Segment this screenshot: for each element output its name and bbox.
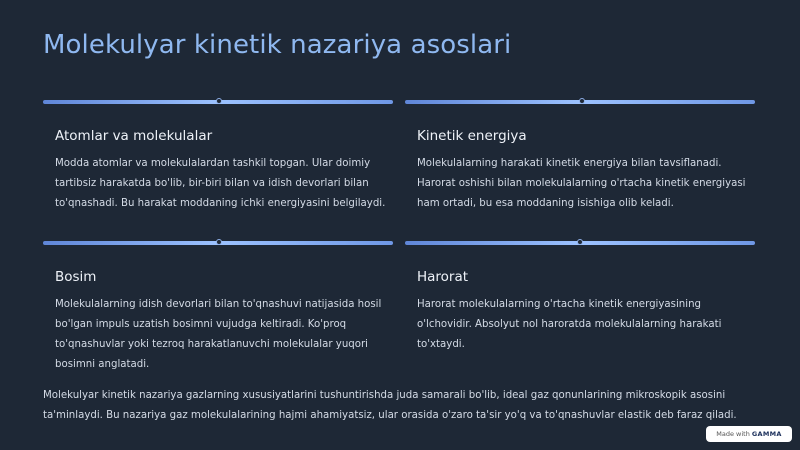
slide-title: Molekulyar kinetik nazariya asoslari	[43, 30, 512, 60]
card-text: Molekulalarning harakati kinetik energiya bilan tavsiflanadi. Harorat oshishi bilan molekulalarning o'rtacha kinetik energiyasi ham ortadi, bu esa moddaning isishiga olib keladi.	[417, 158, 746, 209]
card-text: Molekulalarning idish devorlari bilan to'qnashuvi natijasida hosil bo'lgan impuls uzatish bosimni vujudga keltiradi. Ko'proq to'qnashuvlar yoki tezroq harakatlanuvchi molekulalar yuqori bosimni anglatadi.	[55, 299, 382, 370]
card-heading: Harorat	[417, 269, 469, 285]
bar-notch-icon	[577, 239, 583, 245]
badge-prefix: Made with	[716, 430, 750, 438]
bar-notch-icon	[579, 98, 585, 104]
card-text: Modda atomlar va molekulalardan tashkil topgan. Ular doimiy tartibsiz harakatda bo'lib, bir-biri bilan va idish devorlari bilan to'qnashadi. Bu harakat moddaning ichki energiyasini belgilaydi.	[55, 158, 386, 209]
badge-brand-logo: GAMMA	[751, 430, 782, 438]
card-heading: Atomlar va molekulalar	[55, 128, 213, 144]
card-heading: Bosim	[55, 269, 97, 285]
summary-paragraph: Molekulyar kinetik nazariya gazlarning xususiyatlarini tushuntirishda juda samarali bo'lib, ideal gaz qonunlarining mikroskopik asosini ta'minlaydi. Bu nazariya gaz molekulalarining hajmi ahamiyatsiz, ular orasida o'zaro ta'sir yo'q va to'qnashuvlar elastik deb faraz qiladi.	[43, 390, 737, 421]
bar-notch-icon	[216, 98, 222, 104]
card-heading: Kinetik energiya	[417, 128, 527, 144]
bar-notch-icon	[216, 239, 222, 245]
made-with-gamma-badge[interactable]	[706, 426, 792, 442]
card-text: Harorat molekulalarning o'rtacha kinetik energiyasining o'lchovidir. Absolyut nol haroratda molekulalarning harakati to'xtaydi.	[417, 299, 722, 350]
